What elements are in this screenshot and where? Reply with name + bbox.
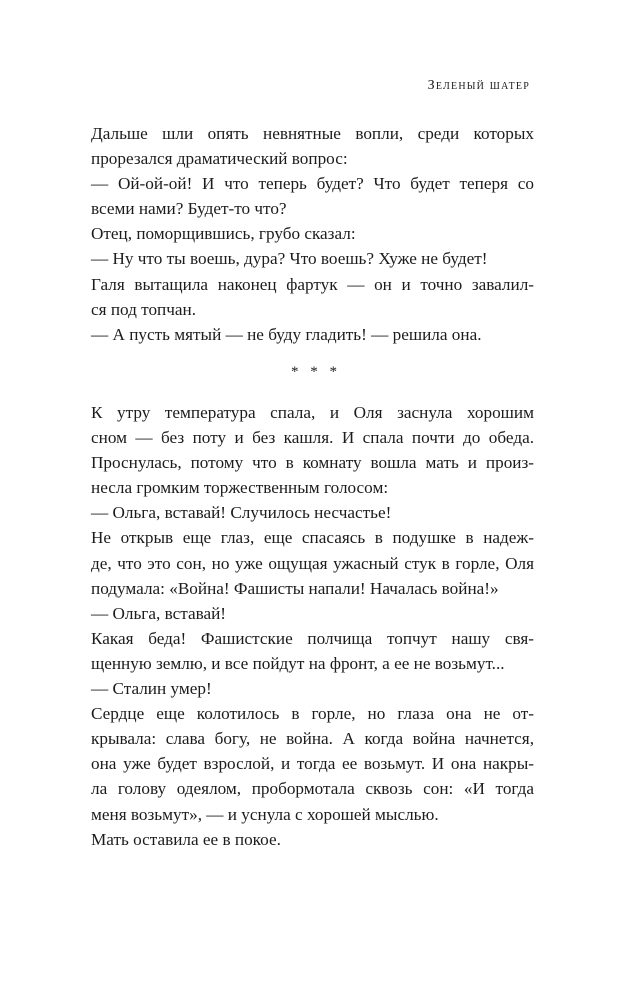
text-line: меня возьмут», — и уснула с хорошей мыслью. [91, 804, 439, 824]
text-line: К утру температура спала, и Оля заснула хорошим [91, 403, 534, 422]
text-line: крывала: слава богу, не война. А когда война начнется, [91, 729, 534, 749]
text-line: Галя вытащила наконец фартук — он и точно завалил- [91, 274, 534, 294]
paragraph [66, 400, 534, 500]
text-line: она уже будет взрослой, и тогда ее возьмут. И она накры- [91, 754, 534, 774]
paragraph [66, 171, 534, 221]
text-line: Дальше шли опять невнятные вопли, среди которых [91, 124, 534, 143]
text-line: ся под топчан. [91, 299, 197, 319]
paragraph [66, 601, 534, 626]
text-line: Мать оставила ее в покое. [91, 829, 281, 849]
text-line: щенную землю, и все пойдут на фронт, а ее не возьмут... [91, 653, 505, 673]
running-title: Зеленый шатер [427, 78, 530, 93]
text-line: — Сталин умер! [91, 679, 212, 699]
text-line: сном — без поту и без кашля. И спала почти до обеда. [91, 428, 534, 448]
text-line: прорезался драматический вопрос: [91, 149, 348, 169]
text-line: — Ой-ой-ой! И что теперь будет? Что будет теперя со [91, 174, 534, 194]
text-line: — Ольга, вставай! Случилось несчастье! [91, 503, 392, 523]
text-line: Проснулась, потому что в комнату вошла мать и произ- [91, 453, 534, 473]
text-line: де, что это сон, но уже ощущая ужасный стук в горле, Оля [91, 553, 534, 573]
paragraph [66, 827, 534, 852]
text-line: — Ну что ты воешь, дура? Что воешь? Хуже не будет! [91, 249, 488, 269]
paragraph [66, 221, 534, 246]
text-line: несла громким торжественным голосом: [91, 478, 389, 498]
text-line: всеми нами? Будет-то что? [91, 199, 287, 219]
text-line: — А пусть мятый — не буду гладить! — решила она. [91, 324, 482, 344]
text-block-two [66, 400, 534, 852]
section-separator: * * * [291, 364, 341, 380]
paragraph [66, 246, 534, 271]
text-block-one [66, 121, 534, 347]
text-line: Какая беда! Фашистские полчища топчут нашу свя- [91, 628, 534, 648]
paragraph [66, 272, 534, 322]
text-line: ла голову одеялом, пробормотала сквозь сон: «И тогда [91, 779, 534, 799]
paragraph [66, 701, 534, 826]
text-line: подумала: «Война! Фашисты напали! Началась война!» [91, 578, 499, 598]
paragraph [66, 676, 534, 701]
text-line: Сердце еще колотилось в горле, но глаза она не от- [91, 704, 534, 724]
paragraph [66, 322, 534, 347]
paragraph [66, 626, 534, 676]
text-line: — Ольга, вставай! [91, 603, 227, 623]
text-line: Отец, поморщившись, грубо сказал: [91, 224, 356, 244]
paragraph [66, 525, 534, 600]
paragraph [66, 121, 534, 171]
paragraph [66, 500, 534, 525]
text-line: Не открыв еще глаз, еще спасаясь в подушке в надеж- [91, 528, 534, 548]
